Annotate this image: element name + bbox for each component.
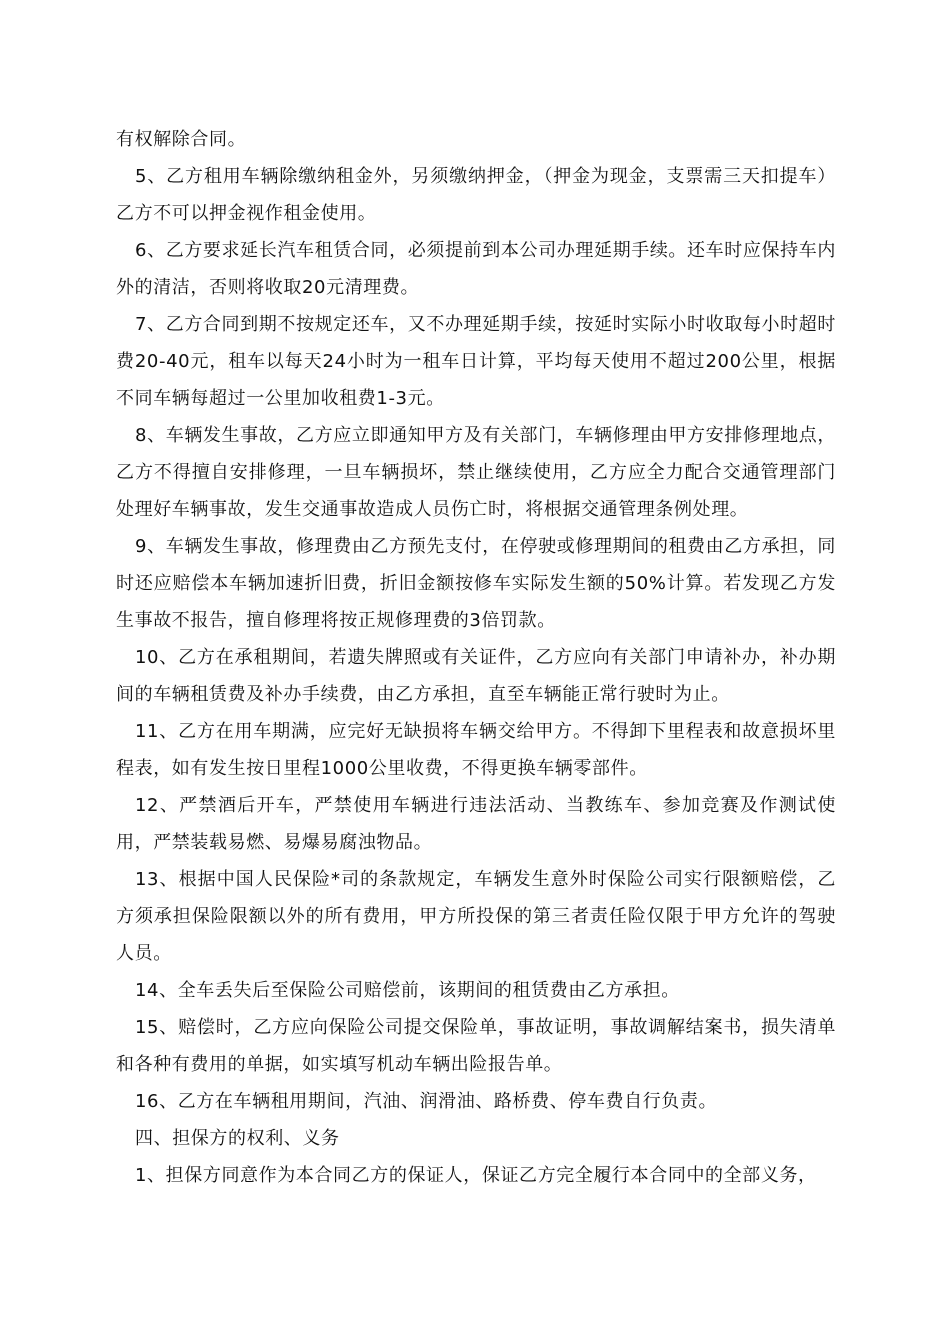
paragraph-clause-5: 5、乙方租用车辆除缴纳租金外，另须缴纳押金，（押金为现金，支票需三天扣提车）乙方不可以押金视作租金使用。 [116,166,836,224]
paragraph-clause-14: 14、全车丢失后至保险公司赔偿前，该期间的租赁费由乙方承担。 [135,980,680,1001]
paragraph-clause-8: 8、车辆发生事故，乙方应立即通知甲方及有关部门，车辆修理由甲方安排修理地点，乙方不得擅自安排修理，一旦车辆损坏，禁止继续使用，乙方应全力配合交通管理部门处理好车辆事故，发生交通事故造成人员伤亡时，将根据交通管理条例处理。 [116,425,836,520]
section-heading-guarantor: 四、担保方的权利、义务 [135,1128,340,1149]
paragraph-clause-12: 12、严禁酒后开车，严禁使用车辆进行违法活动、当教练车、参加竞赛及作测试使用，严禁装载易燃、易爆易腐浊物品。 [116,795,836,853]
paragraph-clause-16: 16、乙方在车辆租用期间，汽油、润滑油、路桥费、停车费自行负责。 [135,1091,718,1112]
paragraph-guarantor-clause-1: 1、担保方同意作为本合同乙方的保证人，保证乙方完全履行本合同中的全部义务， [135,1165,817,1186]
paragraph-clause-9: 9、车辆发生事故，修理费由乙方预先支付，在停驶或修理期间的租费由乙方承担，同时还应赔偿本车辆加速折旧费，折旧金额按修车实际发生额的50%计算。若发现乙方发生事故不报告，擅自修理将按正规修理费的3倍罚款。 [116,536,836,631]
paragraph-clause-7: 7、乙方合同到期不按规定还车，又不办理延期手续，按延时实际小时收取每小时超时费20-40元，租车以每天24小时为一租车日计算，平均每天使用不超过200公里，根据不同车辆每超过一公里加收租费1-3元。 [116,314,836,409]
paragraph-clause-15: 15、赔偿时，乙方应向保险公司提交保险单，事故证明，事故调解结案书，损失清单和各种有费用的单据，如实填写机动车辆出险报告单。 [116,1017,836,1075]
paragraph-clause-6: 6、乙方要求延长汽车租赁合同，必须提前到本公司办理延期手续。还车时应保持车内外的清洁，否则将收取20元清理费。 [116,240,836,298]
paragraph-clause-11: 11、乙方在用车期满，应完好无缺损将车辆交给甲方。不得卸下里程表和故意损坏里程表，如有发生按日里程1000公里收费，不得更换车辆零部件。 [116,721,836,779]
paragraph-clause-13: 13、根据中国人民保险*司的条款规定，车辆发生意外时保险公司实行限额赔偿，乙方须承担保险限额以外的所有费用，甲方所投保的第三者责任险仅限于甲方允许的驾驶人员。 [116,869,836,964]
paragraph-clause-10: 10、乙方在承租期间，若遗失牌照或有关证件，乙方应向有关部门申请补办，补办期间的车辆租赁费及补办手续费，由乙方承担，直至车辆能正常行驶时为止。 [116,647,836,705]
document-body [116,121,836,1194]
paragraph-continuation: 有权解除合同。 [116,129,247,150]
